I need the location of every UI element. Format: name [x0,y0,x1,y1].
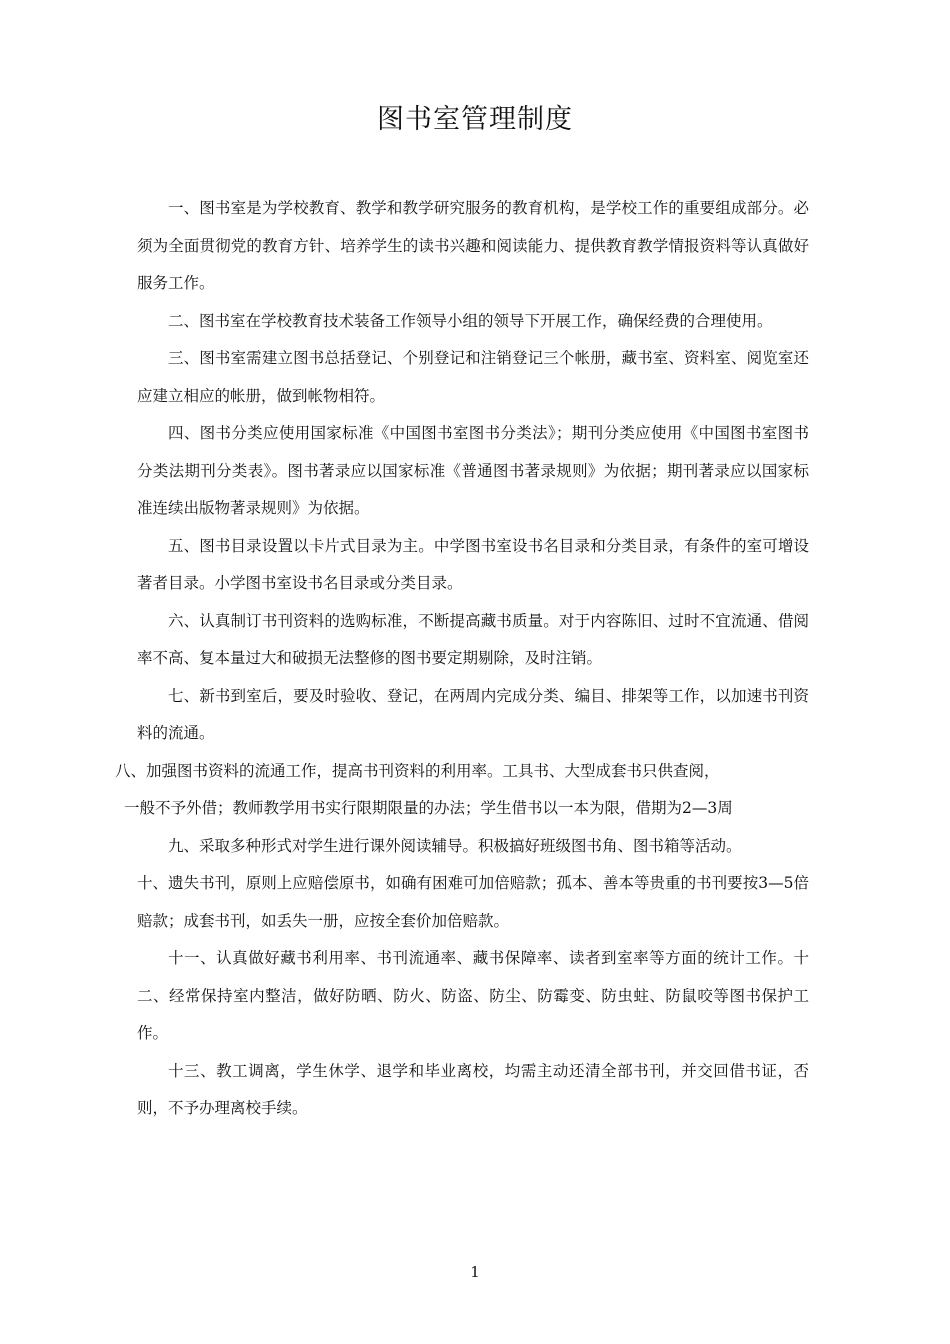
paragraph-4: 四、图书分类应使用国家标准《中国图书室图书分类法》；期刊分类应使用《中国图书室图书分类法期刊分类表》。图书著录应以国家标准《普通图书著录规则》为依据；期刊著录应以国家标准连续出版物著录规则》为依据。 [137,424,809,517]
paragraph-8 [115,753,819,828]
paragraph-7: 七、新书到室后，要及时验收、登记，在两周内完成分类、编目、排架等工作，以加速书刊资料的流通。 [137,686,809,742]
paragraph-2: 二、图书室在学校教育技术装备工作领导小组的领导下开展工作，确保经费的合理使用。 [168,311,773,330]
document-title: 图书室管理制度 [377,104,573,135]
paragraph-3: 三、图书室需建立图书总括登记、个别登记和注销登记三个帐册，藏书室、资料室、阅览室还应建立相应的帐册，做到帐物相符。 [137,349,809,405]
paragraph-8-line-1: 八、加强图书资料的流通工作，提高书刊资料的利用率。工具书、大型成套书只供查阅， [115,761,720,780]
page-number: 1 [470,1263,480,1281]
paragraph-9: 九、采取多种形式对学生进行课外阅读辅导。积极搞好班级图书角、图书箱等活动。 [168,836,742,855]
paragraph-5: 五、图书目录设置以卡片式目录为主。中学图书室设书名目录和分类目录，有条件的室可增设著者目录。小学图书室设书名目录或分类目录。 [137,536,809,592]
paragraph-11: 十一、认真做好藏书利用率、书刊流通率、藏书保障率、读者到室率等方面的统计工作。十二、经常保持室内整洁，做好防晒、防火、防盗、防尘、防霉变、防虫蛀、防鼠咬等图书保护工作。 [137,949,809,1042]
paragraph-10: 十、遗失书刊，原则上应赔偿原书，如确有困难可加倍赔款；孤本、善本等贵重的书刊要按3—5倍赔款；成套书刊，如丢失一册，应按全套价加倍赔款。 [137,874,809,930]
paragraph-1: 一、图书室是为学校教育、教学和教学研究服务的教育机构，是学校工作的重要组成部分。必须为全面贯彻党的教育方针、培养学生的读书兴趣和阅读能力、提供教育教学情报资料等认真做好服务工作。 [137,199,809,292]
paragraph-8-line-2: 一般不予外借；教师教学用书实行限期限量的办法；学生借书以一本为限，借期为2—3周 [124,799,733,817]
paragraph-13: 十三、教工调离，学生休学、退学和毕业离校，均需主动还清全部书刊，并交回借书证，否则，不予办理离校手续。 [137,1061,809,1117]
document-body [115,190,809,1128]
paragraph-6: 六、认真制订书刊资料的选购标准，不断提高藏书质量。对于内容陈旧、过时不宜流通、借阅率不高、复本量过大和破损无法整修的图书要定期剔除，及时注销。 [137,611,809,667]
